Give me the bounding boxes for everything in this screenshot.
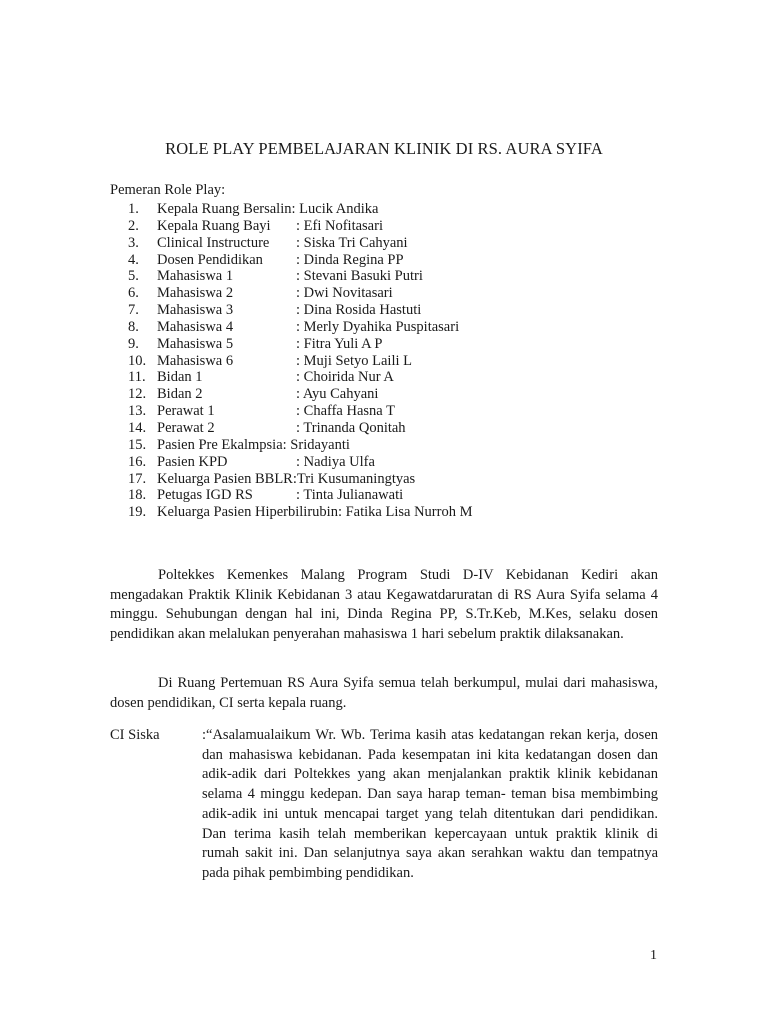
cast-item: [128, 504, 472, 521]
cast-role: Mahasiswa 4: [157, 318, 234, 335]
cast-number: 3.: [128, 234, 139, 251]
cast-role: Mahasiswa 5: [157, 335, 234, 352]
dialog-text: :“Asalamualaikum Wr. Wb. Terima kasih atas kedatangan rekan kerja, dosen dan mahasiswa kebidanan. Pada kesempatan ini kita kedatangan dosen dan adik-adik dari Poltekkes yang akan menjalankan praktik klinik kebidanan selama 4 minggu kedepan. Dan saya harap teman- teman bisa membimbing adik-adik ini untuk mencapai target yang telah ditentukan dari pendidikan. Dan terima kasih telah memberikan kepercayaan untuk praktik klinik di rumah sakit ini. Dan selanjutnya saya akan serahkan waktu dan tempatnya pada pihak pembimbing pendidikan.: [202, 727, 658, 881]
cast-item: [128, 235, 472, 252]
document-title: ROLE PLAY PEMBELAJARAN KLINIK DI RS. AURA SYIFA: [165, 139, 603, 158]
cast-name: : Ayu Cahyani: [296, 386, 379, 403]
cast-role: Perawat 2: [157, 419, 215, 436]
cast-name: : Sridayanti: [282, 436, 350, 453]
cast-item: [128, 369, 472, 386]
cast-item: [128, 420, 472, 437]
cast-name: : Dina Rosida Hastuti: [296, 302, 422, 319]
cast-item: [128, 302, 472, 319]
cast-role: Perawat 1: [157, 403, 215, 420]
cast-number: 7.: [128, 302, 139, 319]
cast-name: :Tri Kusumaningtyas: [292, 470, 416, 487]
cast-item: [128, 386, 472, 403]
cast-number: 6.: [128, 285, 139, 302]
cast-name: : Stevani Basuki Putri: [296, 268, 423, 285]
cast-role: Petugas IGD RS: [157, 487, 253, 504]
cast-name: : Fatika Lisa Nurroh M: [337, 504, 473, 521]
cast-role: Keluarga Pasien BBLR: [157, 470, 293, 487]
cast-name: : Muji Setyo Laili L: [296, 352, 412, 369]
cast-name: : Nadiya Ulfa: [296, 453, 375, 470]
cast-role: Mahasiswa 6: [157, 352, 234, 369]
cast-number: 15.: [128, 436, 147, 453]
cast-item: [128, 353, 472, 370]
cast-item: [128, 285, 472, 302]
cast-item: [128, 218, 472, 235]
cast-number: 5.: [128, 268, 139, 285]
cast-role: Clinical Instructure: [157, 234, 270, 251]
cast-item: [128, 201, 472, 218]
intro-paragraph: Poltekkes Kemenkes Malang Program Studi D-IV Kebidanan Kediri akan mengadakan Praktik Klinik Kebidanan 3 atau Kegawatdaruratan di RS Aura Syifa selama 4 minggu. Sehubungan dengan hal ini, Dinda Regina PP, S.Tr.Keb, M.Kes, selaku dosen pendidikan akan melalukan penyerahan mahasiswa 1 hari sebelum praktik dilaksanakan.: [110, 567, 658, 643]
cast-item: [128, 252, 472, 269]
cast-item: [128, 471, 472, 488]
cast-name: : Trinanda Qonitah: [296, 419, 406, 436]
cast-role: Mahasiswa 2: [157, 285, 234, 302]
cast-item: [128, 437, 472, 454]
cast-number: 14.: [128, 419, 147, 436]
cast-role: Pasien Pre Ekalmpsia: [157, 436, 283, 453]
cast-number: 1.: [128, 201, 139, 217]
cast-item: [128, 336, 472, 353]
cast-name: : Fitra Yuli A P: [296, 335, 383, 352]
cast-role: Bidan 2: [157, 386, 203, 403]
dialog-speaker: CI Siska: [110, 727, 160, 743]
cast-name: : Siska Tri Cahyani: [296, 234, 408, 251]
cast-role: Dosen Pendidikan: [157, 251, 263, 268]
cast-number: 8.: [128, 318, 139, 335]
cast-role: Kepala Ruang Bersalin: [157, 201, 292, 217]
cast-name: : Merly Dyahika Puspitasari: [296, 318, 460, 335]
cast-name: : Dinda Regina PP: [296, 251, 404, 268]
cast-number: 10.: [128, 352, 147, 369]
cast-number: 4.: [128, 251, 139, 268]
cast-role: Bidan 1: [157, 369, 203, 386]
cast-item: [128, 454, 472, 471]
cast-role: Keluarga Pasien Hiperbilirubin: [157, 504, 338, 521]
cast-item: [128, 268, 472, 285]
cast-heading: Pemeran Role Play:: [110, 182, 226, 198]
cast-role: Mahasiswa 3: [157, 302, 234, 319]
cast-number: 11.: [128, 369, 146, 386]
cast-role: Mahasiswa 1: [157, 268, 234, 285]
cast-item: [128, 403, 472, 420]
cast-number: 13.: [128, 403, 147, 420]
cast-item: [128, 319, 472, 336]
page-number: 1: [650, 948, 657, 963]
setting-paragraph: Di Ruang Pertemuan RS Aura Syifa semua telah berkumpul, mulai dari mahasiswa, dosen pendidikan, CI serta kepala ruang.: [110, 675, 658, 711]
cast-number: 9.: [128, 335, 139, 352]
cast-name: : Lucik Andika: [291, 201, 379, 217]
cast-number: 2.: [128, 217, 139, 234]
cast-list: [128, 201, 472, 521]
cast-number: 19.: [128, 504, 147, 521]
cast-name: : Tinta Julianawati: [296, 487, 404, 504]
cast-name: : Dwi Novitasari: [296, 285, 393, 302]
cast-role: Pasien KPD: [157, 453, 228, 470]
cast-number: 12.: [128, 386, 147, 403]
cast-name: : Chaffa Hasna T: [296, 403, 395, 420]
cast-number: 17.: [128, 470, 147, 487]
cast-name: : Efi Nofitasari: [296, 217, 383, 234]
cast-number: 18.: [128, 487, 147, 504]
cast-role: Kepala Ruang Bayi: [157, 217, 271, 234]
cast-item: [128, 487, 472, 504]
cast-number: 16.: [128, 453, 147, 470]
cast-name: : Choirida Nur A: [296, 369, 394, 386]
